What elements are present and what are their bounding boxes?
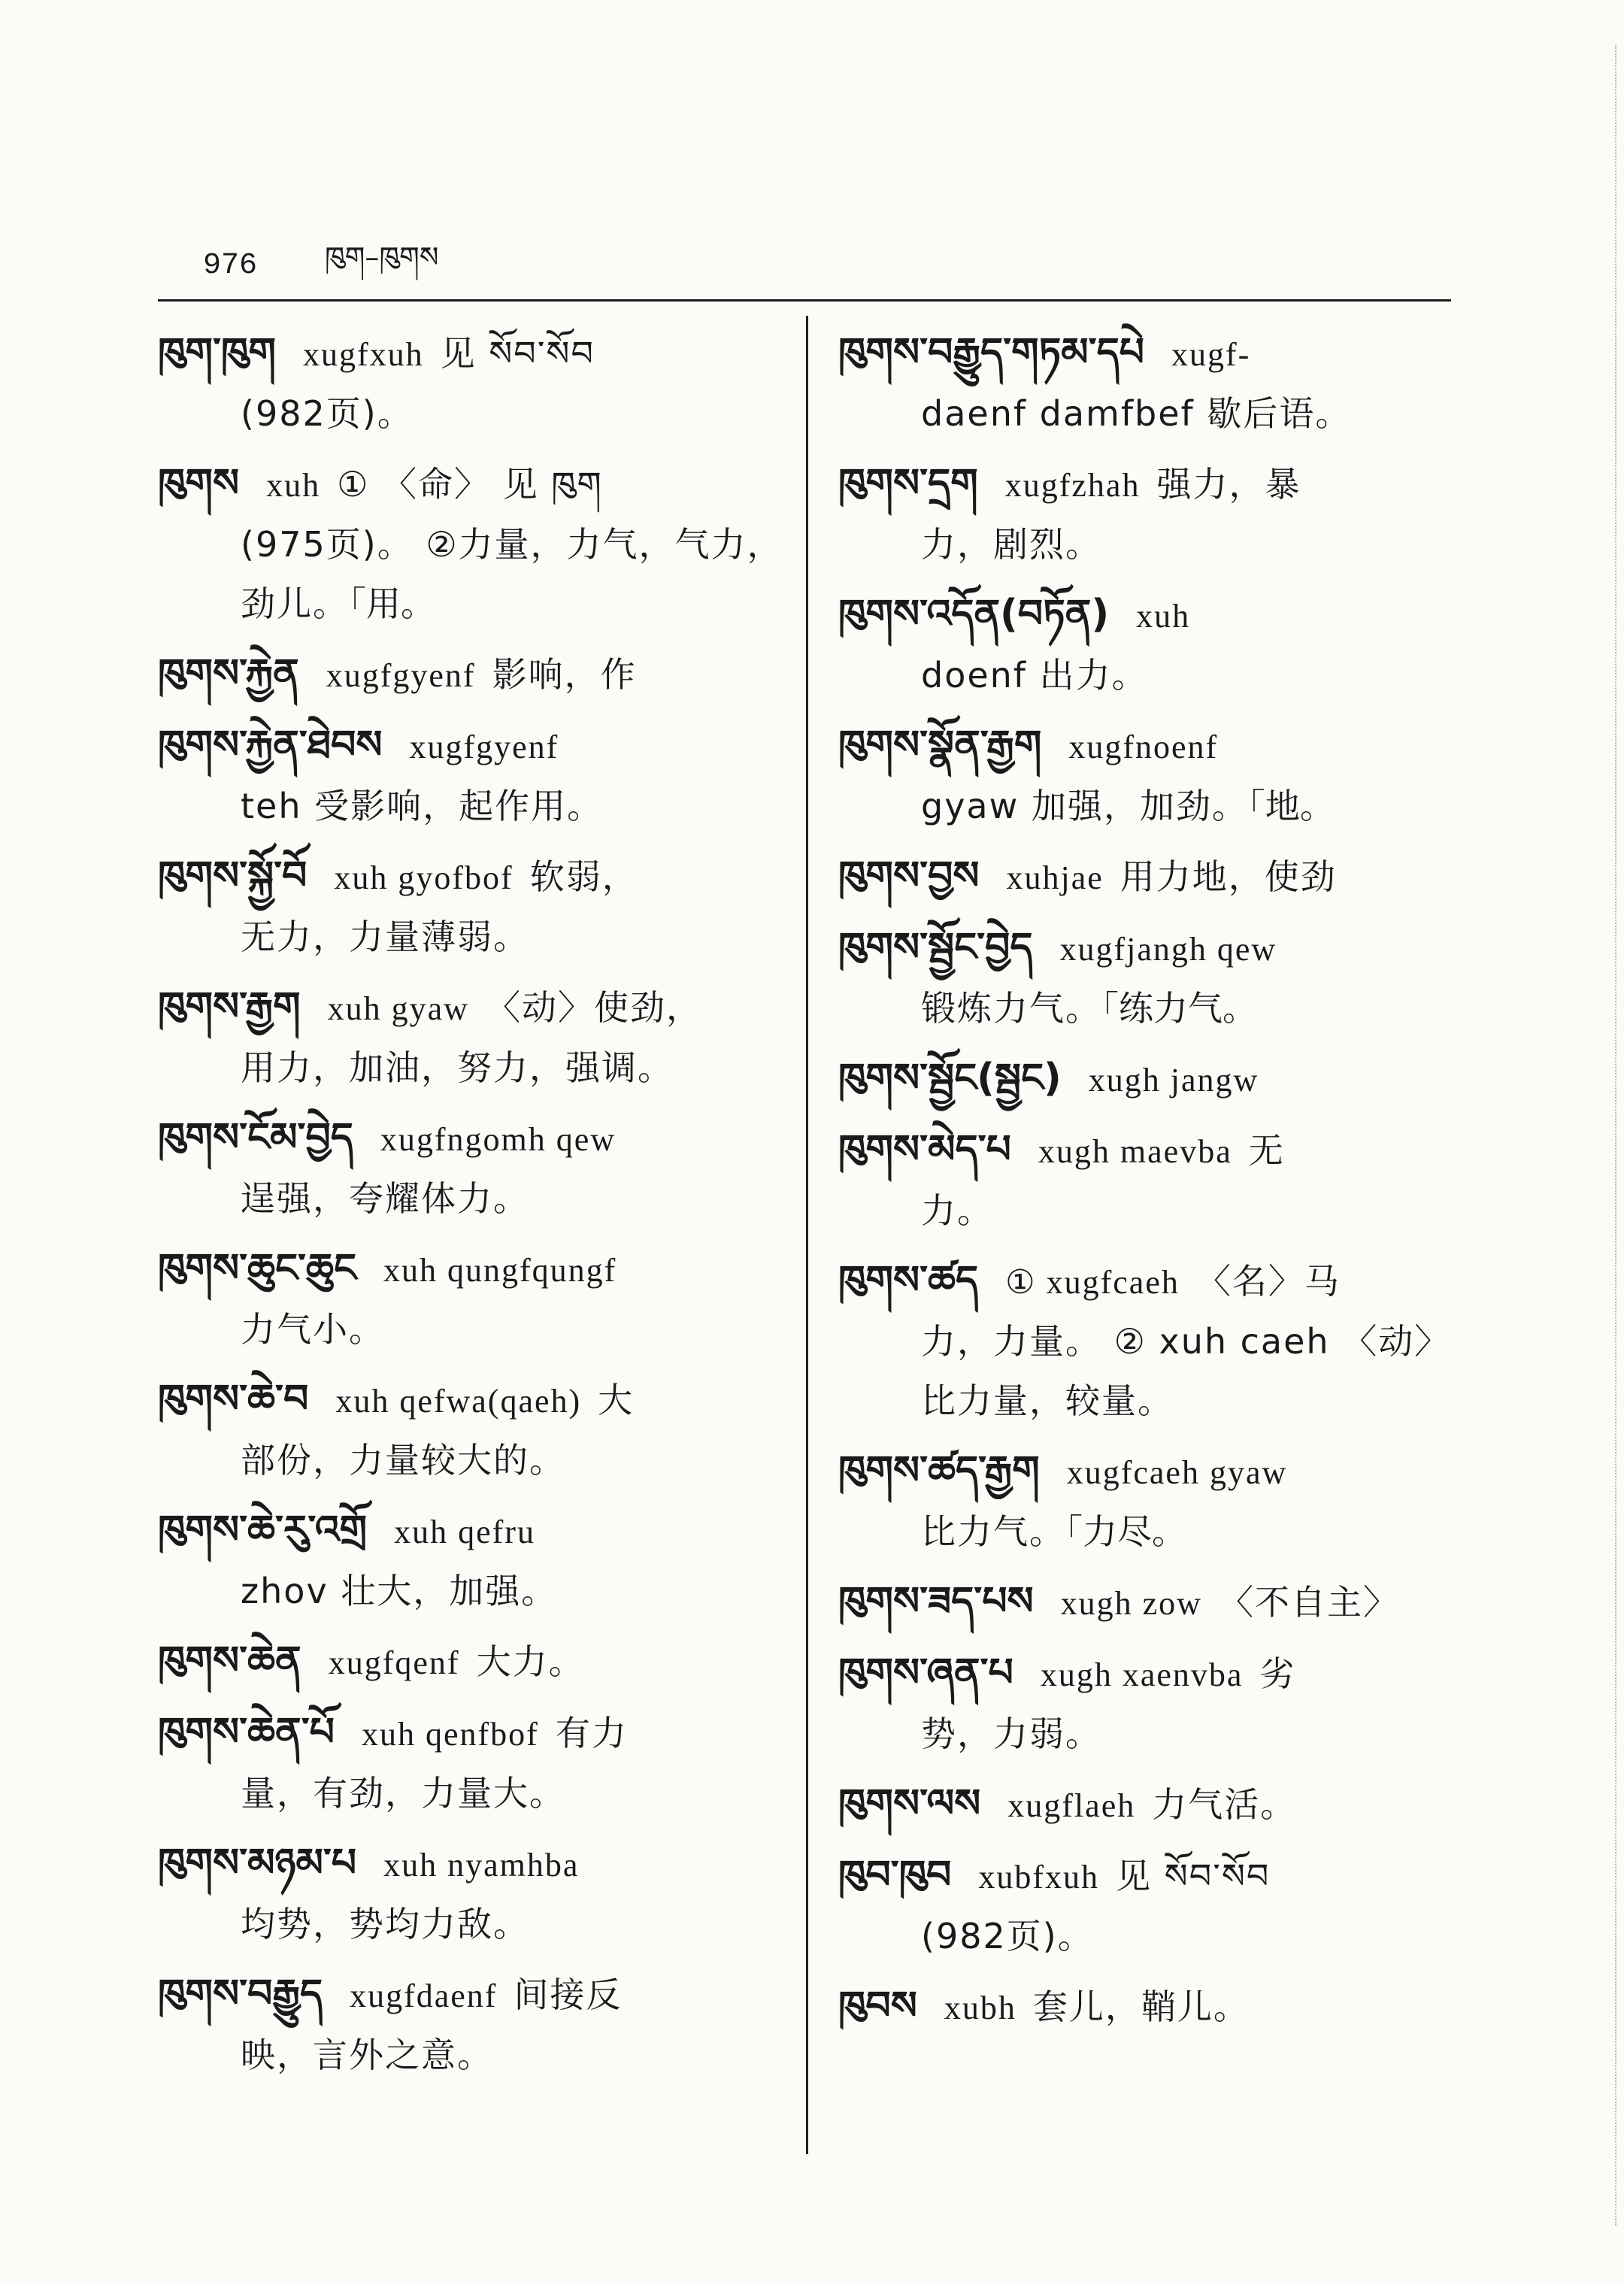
tibetan-headword: ཁུབས [838,1983,917,2029]
tibetan-headword: ཁུགས་མཉམ་པ [158,1841,357,1886]
entry-first-line [838,1049,1462,1110]
entry-lead [158,977,702,1038]
entry-lead [838,1441,1304,1502]
entry-first-line [158,847,782,908]
entry-continuation [158,1895,782,1954]
romanization: xuh nyamhba [383,1847,580,1883]
entry-continuation [838,384,1462,444]
tibetan-headword: ཁུགས་ཆེ་བ [158,1377,309,1422]
dictionary-entry [838,585,1462,705]
header-rule [158,299,1451,302]
dictionary-entry [158,716,782,836]
right-column [838,323,1462,2048]
romanization: xugfnoenf [1068,729,1219,765]
continuation-text: gyaw 加强，加劲。 [921,786,1248,826]
entry-continuation [838,1705,1462,1764]
entry-continuation [158,777,782,836]
tibetan-headword: ཁུགས་བརྒྱུད [158,1971,323,2017]
continuation-text: zhov 壮大，加强。 [241,1571,558,1611]
romanization: xugh maevba [1038,1133,1232,1170]
entry-lead [158,1703,628,1764]
dictionary-entry [838,918,1462,1038]
entry-continuation [158,1300,782,1359]
entry-first-line [158,977,782,1038]
continuation-text: (982页)。 [241,393,414,434]
dictionary-entry [838,1441,1462,1562]
romanization: xugfgyenf [409,729,559,765]
romanization: xugfzhah [1004,467,1141,504]
entry-lead [838,1049,1275,1110]
romanization: ① xugfcaeh [1005,1264,1180,1301]
romanization: xubh [944,1990,1017,2026]
dictionary-entry [158,1501,782,1621]
entry-first-line [158,1965,782,2026]
tibetan-headword: ཁུགས་རྐྱེན་ཐེབས [158,723,383,768]
chinese-gloss: 〈动〉使劲， [485,987,702,1028]
entry-lead [158,1834,595,1895]
romanization: xugfngomh qew [380,1121,617,1158]
tibetan-headword: ཁུགས་ཚད་རྒྱག [838,1448,1040,1493]
continuation-text: 部份，力量较大的。 [241,1440,565,1480]
entry-continuation [838,1312,1462,1371]
entry-first-line [838,1977,1462,2038]
chinese-gloss: 见 སོབ་སོབ [440,333,595,374]
romanization: xuhjae [1006,859,1104,896]
entry-first-line [838,323,1462,384]
continuation-text: doenf 出力。 [921,655,1148,696]
continuation-text: daenf damfbef 歇后语。 [921,393,1352,434]
entry-lead [838,1251,1341,1312]
chinese-gloss: 〈不自主〉 [1218,1582,1399,1623]
continuation-text: 无力，力量薄弱。 [241,917,529,957]
continuation-text: 逞强，夸耀体力。 [241,1178,529,1219]
entry-lead [838,323,1267,384]
entry-continuation [158,908,782,967]
tibetan-headword: ཁུགས་འདོན(བཏོན) [838,592,1110,637]
dictionary-entry [158,977,782,1098]
entry-continuation [838,777,1462,836]
chinese-gloss: 大力。 [476,1641,585,1682]
overflow-tag: 「练力气。 [1101,988,1257,1029]
entry-lead [838,1572,1399,1633]
tibetan-headword: ཁུགས་ཆུང་ཆུང [158,1246,357,1291]
romanization: xugh zow [1060,1585,1202,1622]
continuation-text: 劲儿。 [241,583,349,624]
running-head: ཁུག–ཁུགས [325,240,439,274]
entry-continuation [158,2026,782,2085]
entry-lead [158,1501,552,1562]
entry-continuation [158,1431,782,1490]
entry-first-line [838,1441,1462,1502]
chinese-gloss: 见 སོབ་སོབ [1116,1856,1271,1896]
chinese-gloss: 影响，作 [492,654,637,695]
romanization: xugfdaenf [350,1977,498,2014]
overflow-tag: 「用。 [349,583,435,624]
entry-first-line [158,454,782,515]
dictionary-entry [158,644,782,705]
entry-first-line [838,847,1462,908]
continuation-text: 比力气。 [921,1511,1065,1552]
entry-lead [158,1965,622,2026]
chinese-gloss: 用力地，使劲 [1120,856,1337,897]
entry-continuation [838,515,1462,574]
dictionary-entry [158,1108,782,1229]
entry-lead [158,454,603,515]
romanization: xugfcaeh gyaw [1066,1454,1288,1491]
entry-continuation [838,1371,1462,1431]
entry-lead [158,1239,633,1300]
dictionary-entry [158,847,782,967]
entry-continuation [158,1169,782,1229]
tibetan-headword: ཁུགས་རྐྱེན [158,651,299,696]
entry-first-line [838,585,1462,646]
tibetan-headword: ཁུག་ཁུག [158,330,276,375]
romanization: xuh qefru [394,1514,535,1550]
entry-first-line [158,1632,782,1693]
chinese-gloss: 有力 [555,1713,628,1753]
entry-continuation [838,646,1462,705]
romanization: xuh [1136,598,1191,635]
page-edge-scan-marks [1592,45,1616,2226]
tibetan-headword: ཁུགས་སྦྱོང་བྱེད [838,925,1033,970]
romanization: xuh gyofbof [334,859,514,896]
romanization: xugfqenf [328,1644,460,1681]
entry-continuation [838,1502,1462,1562]
tibetan-headword: ཁུགས་བརྒྱུད་གཏམ་དཔེ [838,330,1145,375]
continuation-text: 锻炼力气。 [921,988,1101,1029]
romanization: xuh gyaw [327,990,469,1027]
tibetan-headword: ཁུགས་ཆེན་པོ [158,1710,335,1755]
page-header [203,239,438,292]
entry-first-line [158,644,782,705]
entry-lead [838,454,1301,515]
tibetan-headword: ཁུགས་སྣོན་རྒྱག [838,723,1042,768]
entry-lead [838,1120,1285,1181]
continuation-text: (975页)。 ②力量，力气，气力， [241,524,783,565]
dictionary-entry [158,1632,782,1693]
tibetan-headword: ཁུགས་ཞན་པ [838,1650,1013,1696]
dictionary-entry [838,1774,1462,1835]
entry-continuation [158,1562,782,1621]
entry-lead [158,323,595,384]
tibetan-headword: ཁུགས་ཆེན [158,1638,301,1683]
entry-first-line [158,1834,782,1895]
romanization: xugflaeh [1007,1787,1136,1824]
entry-lead [838,716,1235,777]
romanization: xuh qefwa(qaeh) [335,1383,582,1420]
entry-first-line [158,1370,782,1431]
entry-first-line [838,1774,1462,1835]
entry-lead [838,1644,1295,1705]
dictionary-entry [158,1834,782,1954]
entry-continuation [158,384,782,444]
chinese-gloss: 软弱， [529,856,638,897]
chinese-gloss: ① 〈命〉 见 ཁུག [337,464,603,505]
romanization: xugh xaenvba [1040,1656,1244,1693]
tibetan-headword: ཁུབ་ཁུབ [838,1853,952,1898]
entry-continuation [158,515,782,574]
entry-lead [158,1632,585,1693]
dictionary-entry [838,1846,1462,1966]
chinese-gloss: 力气活。 [1152,1784,1297,1825]
dictionary-entry [838,454,1462,574]
tibetan-headword: ཁུགས་རྒྱག [158,984,301,1029]
romanization: xubfxuh [978,1859,1100,1896]
chinese-gloss: 劣 [1259,1653,1296,1694]
dictionary-entry [838,1572,1462,1633]
entry-first-line [158,1703,782,1764]
chinese-gloss: 间接反 [514,1974,623,2015]
entry-lead [838,1774,1296,1835]
continuation-text: 力气小。 [241,1309,385,1350]
tibetan-headword: ཁུགས་དྲག [838,461,978,506]
chinese-gloss: 〈名〉马 [1195,1261,1341,1302]
romanization: xuh [266,467,321,504]
romanization: xugf- [1171,336,1251,373]
continuation-text: 势，力弱。 [921,1714,1101,1754]
dictionary-entry [838,847,1462,908]
chinese-gloss: 无 [1248,1130,1285,1171]
romanization: xugfjangh qew [1059,931,1277,968]
dictionary-entry [838,1120,1462,1241]
tibetan-headword: ཁུགས་བྱས [838,853,980,899]
continuation-text: 映，言外之意。 [241,2035,493,2075]
romanization: xuh qenfbof [362,1716,539,1753]
romanization: xugfxuh [302,336,424,373]
overflow-tag: 「力尽。 [1065,1511,1186,1552]
entry-first-line [838,1572,1462,1633]
overflow-tag: 「地。 [1247,786,1335,826]
entry-first-line [158,1239,782,1300]
left-column [158,323,782,2096]
dictionary-entry [158,1965,782,2085]
dictionary-entry [838,1977,1462,2038]
continuation-text: 力，力量。 ② xuh caeh 〈动〉 [921,1321,1451,1362]
entry-continuation [158,574,782,634]
entry-first-line [838,1251,1462,1312]
tibetan-headword: ཁུགས་ཚད [838,1258,979,1303]
entry-first-line [838,1644,1462,1705]
entry-lead [838,918,1293,979]
continuation-text: teh 受影响，起作用。 [241,786,604,826]
tibetan-headword: ཁུགས་མེད་པ [838,1127,1011,1172]
tibetan-headword: ཁུགས [158,461,240,506]
dictionary-entry [158,454,782,634]
entry-continuation [838,979,1462,1038]
entry-lead [838,1846,1270,1907]
tibetan-headword: ཁུགས་སྐྱོ་བོ [158,853,308,899]
entry-first-line [838,1846,1462,1907]
tibetan-headword: ཁུགས་ངོམ་བྱེད [158,1115,353,1160]
dictionary-entry [838,1251,1462,1431]
tibetan-headword: ཁུགས་ཟད་པས [838,1579,1034,1624]
entry-first-line [158,716,782,777]
continuation-text: 比力量，较量。 [921,1380,1174,1421]
tibetan-headword: ཁུགས་སྦྱོང(སྦྱང) [838,1056,1062,1101]
continuation-text: 力，剧烈。 [921,524,1101,565]
entry-first-line [838,918,1462,979]
continuation-text: 用力，加油，努力，强调。 [241,1047,674,1088]
entry-lead [838,1977,1250,2038]
tibetan-headword: ཁུགས་ཆེ་རུ་འགྲོ [158,1508,368,1553]
romanization: xugfgyenf [326,657,476,694]
dictionary-entry [158,1239,782,1359]
chinese-gloss: 套儿，鞘儿。 [1032,1987,1250,2027]
chinese-gloss: 大 [598,1380,635,1420]
entry-first-line [158,1501,782,1562]
dictionary-entry [838,1644,1462,1764]
entry-first-line [838,454,1462,515]
entry-first-line [158,1108,782,1169]
dictionary-entry [838,323,1462,444]
entry-first-line [838,716,1462,777]
chinese-gloss: 强力，暴 [1156,464,1301,505]
entry-lead [158,847,638,908]
continuation-text: 力。 [921,1190,993,1231]
column-divider [806,316,808,2154]
continuation-text: (982页)。 [921,1916,1094,1956]
entry-first-line [158,323,782,384]
romanization: xugh jangw [1088,1062,1259,1099]
romanization: xuh qungfqungf [383,1252,617,1289]
dictionary-entry [158,1703,782,1823]
entry-lead [158,1108,632,1169]
continuation-text: 均势，势均力敌。 [241,1904,529,1944]
tibetan-headword: ཁུགས་ལས [838,1781,981,1826]
entry-lead [838,847,1337,908]
entry-lead [838,585,1207,646]
dictionary-entry [838,716,1462,836]
entry-continuation [158,1764,782,1823]
dictionary-entry [158,323,782,444]
entry-continuation [838,1907,1462,1966]
entry-lead [158,1370,634,1431]
entry-continuation [158,1038,782,1098]
entry-lead [158,644,637,705]
entry-continuation [838,1181,1462,1241]
entry-lead [158,716,575,777]
continuation-text: 量，有劲，力量大。 [241,1773,565,1814]
dictionary-entry [158,1370,782,1490]
page-number: 976 [203,248,258,283]
dictionary-entry [838,1049,1462,1110]
entry-first-line [838,1120,1462,1181]
